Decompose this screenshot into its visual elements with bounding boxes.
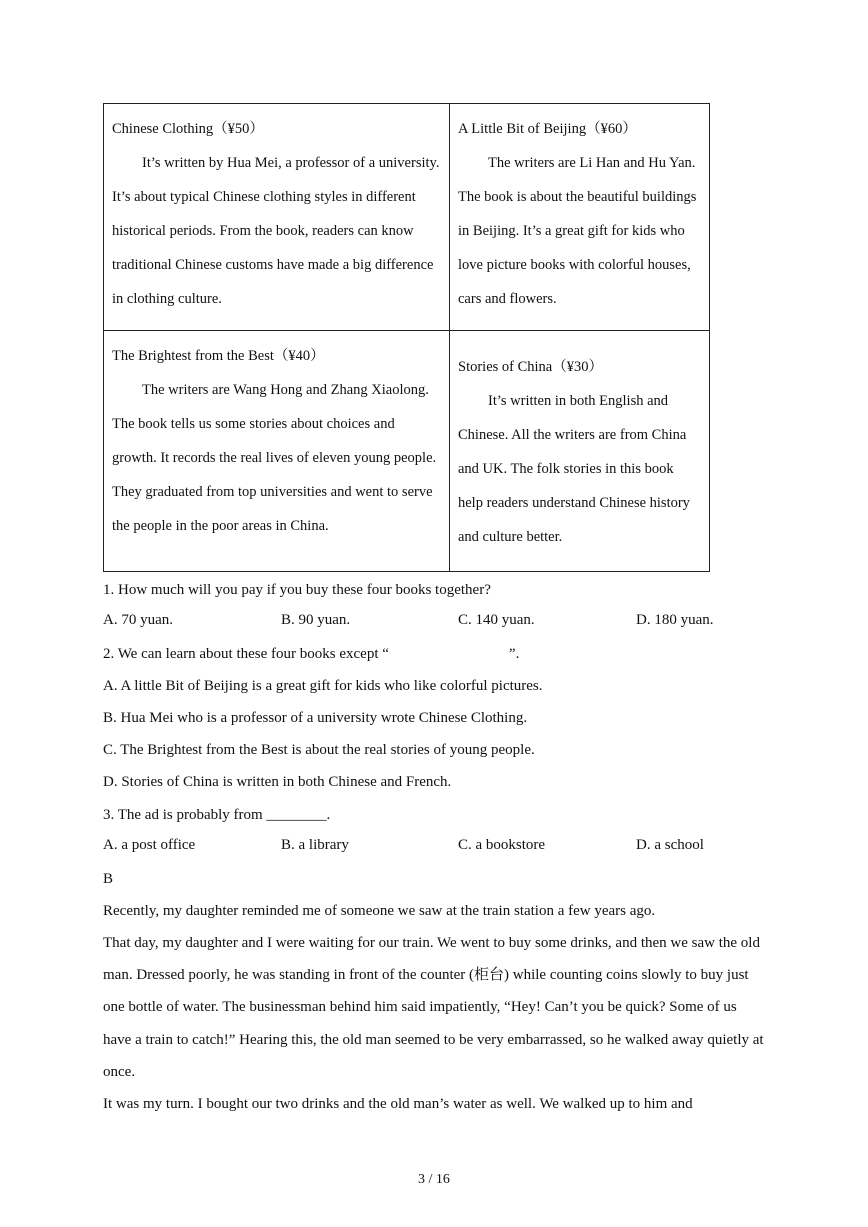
book-description: The writers are Li Han and Hu Yan. The book is about the beautiful buildings in Beijing. It’s a great gift for kids who love picture books with colorful houses, cars and flowers.: [458, 155, 697, 307]
answer-option[interactable]: B. Hua Mei who is a professor of a university wrote Chinese Clothing.: [103, 710, 528, 726]
question-stem: [103, 644, 773, 664]
answer-option[interactable]: D. 180 yuan.: [636, 612, 714, 628]
answer-option[interactable]: A. a post office: [103, 837, 196, 853]
book-title: A Little Bit of Beijing（¥60）: [458, 121, 637, 137]
book-title: The Brightest from the Best（¥40）: [112, 347, 325, 364]
book-cell: [104, 330, 450, 571]
book-cell: [450, 104, 710, 331]
section-label: B: [103, 871, 114, 887]
book-description: It’s written in both English and Chinese. All the writers are from China and UK. The folk stories in this book help readers understand Chinese history and culture better.: [458, 392, 690, 545]
question-stem-start: 2. We can learn about these four books except “: [103, 646, 389, 662]
answer-option[interactable]: B. a library: [281, 837, 349, 853]
book-description: The writers are Wang Hong and Zhang Xiaolong. The book tells us some stories about choices and growth. It records the real lives of eleven young people. They graduated from top universities and went to serve the people in the poor areas in China.: [112, 381, 437, 534]
answer-option[interactable]: D. Stories of China is written in both Chinese and French.: [103, 774, 452, 790]
passage-paragraph: It was my turn. I bought our two drinks and the old man’s water as well. We walked up to him and: [103, 1096, 693, 1112]
book-ad-table: [103, 103, 710, 572]
book-title: Chinese Clothing（¥50）: [112, 121, 264, 137]
passage-paragraph: That day, my daughter and I were waiting for our train. We went to buy some drinks, and then we saw the old man. Dressed poorly, he was standing in front of the counter (柜台) while counting coins slowly to buy just one bottle of water. The businessman behind him said impatiently, “Hey! Can’t you be quick? Some of us have a train to catch!” Hearing this, the old man seemed to be very embarrassed, so he walked away quietly at once.: [103, 935, 764, 1080]
answer-option[interactable]: C. The Brightest from the Best is about the real stories of young people.: [103, 742, 535, 758]
answer-option[interactable]: C. a bookstore: [458, 837, 546, 853]
book-cell: [104, 104, 450, 331]
question-stem: 3. The ad is probably from ________.: [103, 807, 331, 823]
option-row: [103, 612, 783, 632]
book-description: It’s written by Hua Mei, a professor of a university. It’s about typical Chinese clothing styles in different historical periods. From the book, readers can know traditional Chinese customs have made a big difference in clothing culture.: [112, 155, 440, 307]
question-stem-end: ”.: [508, 646, 520, 662]
passage-paragraph: Recently, my daughter reminded me of someone we saw at the train station a few years ago.: [103, 903, 656, 919]
question-stem: 1. How much will you pay if you buy these four books together?: [103, 582, 491, 598]
book-cell: [450, 330, 710, 571]
book-title: Stories of China（¥30）: [458, 358, 603, 375]
answer-option[interactable]: B. 90 yuan.: [281, 612, 351, 628]
answer-option[interactable]: A. 70 yuan.: [103, 612, 173, 628]
answer-option[interactable]: A. A little Bit of Beijing is a great gift for kids who like colorful pictures.: [103, 678, 543, 694]
answer-option[interactable]: D. a school: [636, 837, 704, 853]
option-row: [103, 837, 783, 857]
page-number: 3 / 16: [418, 1172, 450, 1187]
answer-option[interactable]: C. 140 yuan.: [458, 612, 535, 628]
